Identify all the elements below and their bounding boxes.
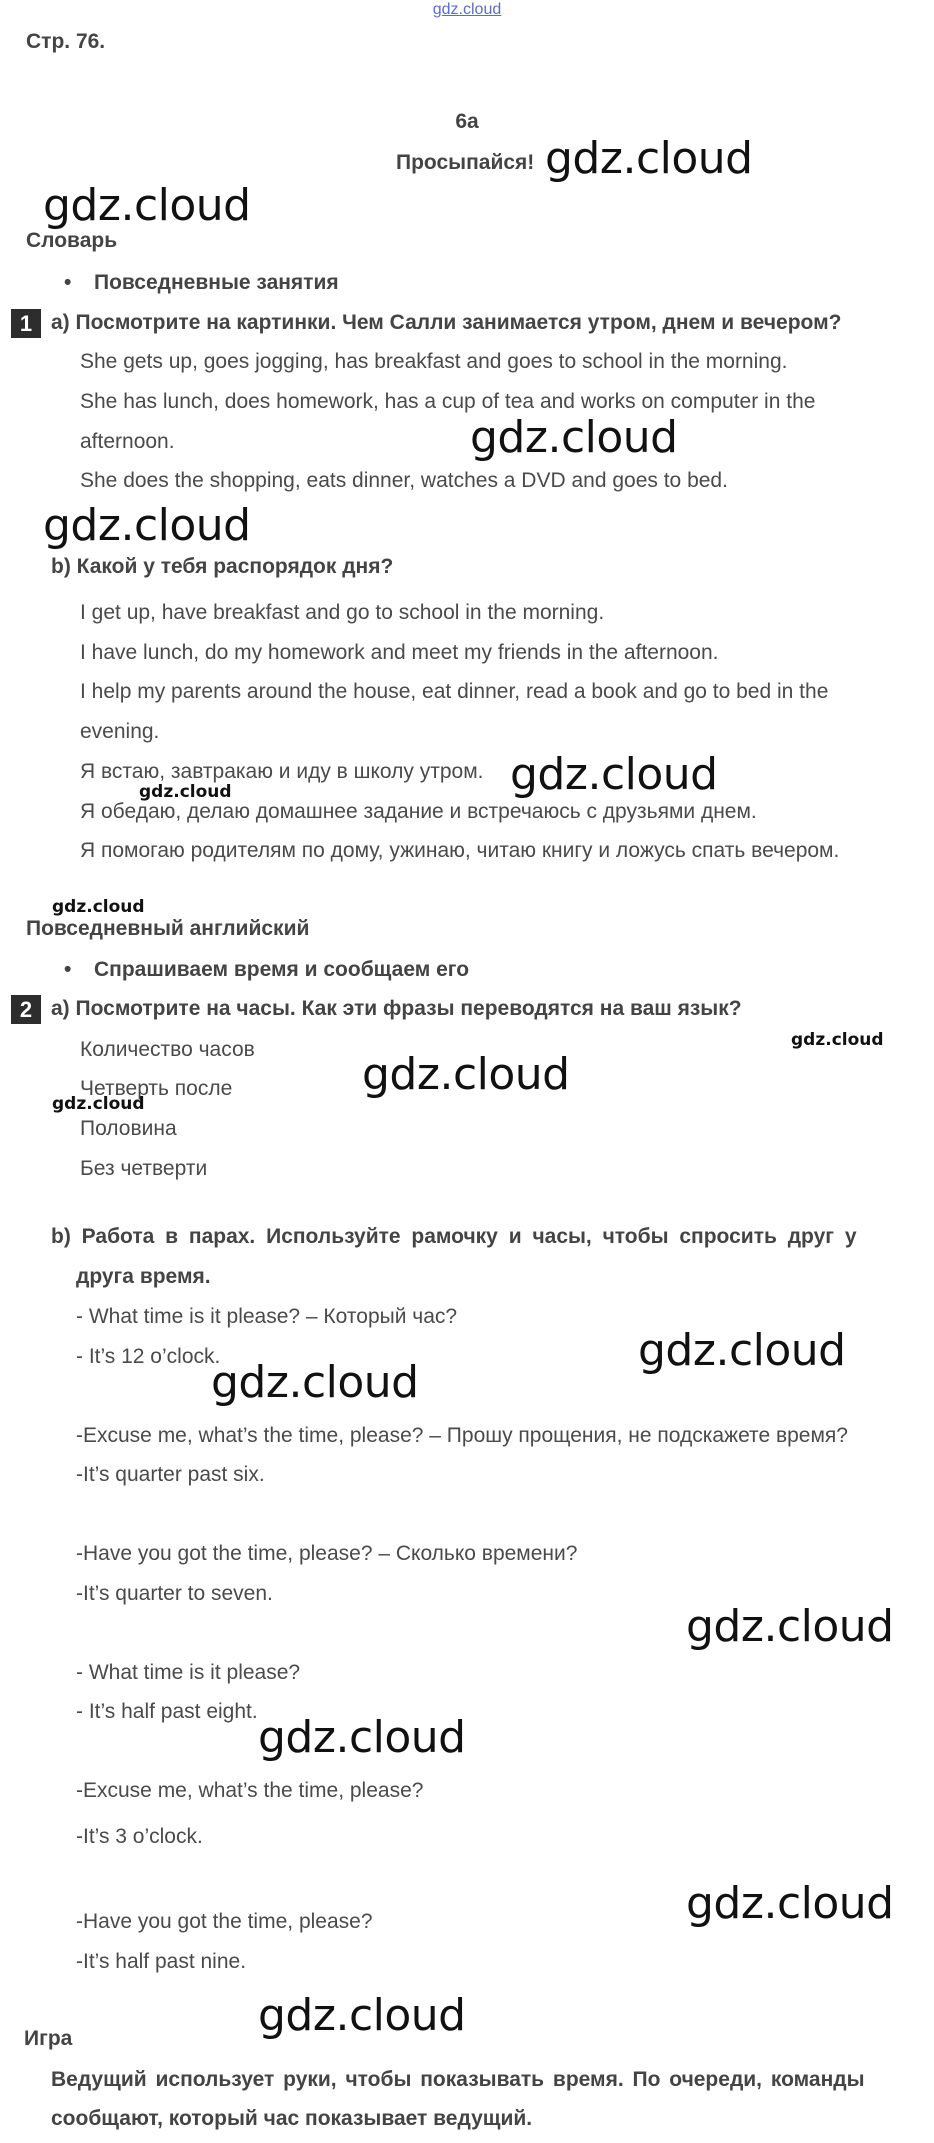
task1-a-answer-line: She has lunch, does homework, has a cup of tea and works on computer in the bbox=[80, 390, 816, 413]
unit-label: 6a bbox=[455, 110, 479, 133]
bullet-text: Повседневные занятия bbox=[94, 271, 339, 294]
game-text-cont: сообщают, который час показывает ведущий. bbox=[51, 2107, 533, 2130]
section-heading-everyday-english: Повседневный английский bbox=[26, 917, 310, 940]
watermark: gdz.cloud bbox=[52, 897, 145, 917]
watermark: gdz.cloud bbox=[362, 1049, 570, 1100]
task2-a-answer-line: Четверть после bbox=[80, 1077, 233, 1100]
dialogue-line: - It’s 12 o’clock. bbox=[76, 1345, 221, 1368]
task2-a-question: a) Посмотрите на часы. Как эти фразы переводятся на ваш язык? bbox=[51, 997, 742, 1020]
watermark: gdz.cloud bbox=[43, 180, 251, 231]
bullet-icon: • bbox=[64, 271, 72, 294]
dialogue-line: -It’s quarter past six. bbox=[76, 1463, 265, 1486]
task-number-1: 1 bbox=[11, 309, 41, 338]
task2-a-answer-line: Без четверти bbox=[80, 1157, 208, 1180]
dialogue-line: -Excuse me, what’s the time, please? – Прошу прощения, не подскажете время? bbox=[76, 1424, 848, 1447]
watermark: gdz.cloud bbox=[52, 1094, 145, 1114]
dialogue-line: - What time is it please? bbox=[76, 1661, 301, 1684]
task2-b-question: b) Работа в парах. Используйте рамочку и часы, чтобы спросить друг у bbox=[51, 1225, 857, 1248]
watermark: gdz.cloud bbox=[258, 1712, 466, 1763]
bullet-telling-time bbox=[64, 958, 469, 982]
section-heading-vocabulary: Словарь bbox=[26, 229, 118, 252]
dialogue-line: - It’s half past eight. bbox=[76, 1700, 258, 1723]
task1-b-question: b) Какой у тебя распорядок дня? bbox=[51, 555, 394, 578]
watermark: gdz.cloud bbox=[686, 1601, 894, 1652]
dialogue-line: -It’s half past nine. bbox=[76, 1950, 247, 1973]
task2-b-question-cont: друга время. bbox=[76, 1265, 211, 1288]
page-reference: Стр. 76. bbox=[26, 30, 106, 53]
watermark: gdz.cloud bbox=[686, 1878, 894, 1929]
task1-b-answer-line: Я обедаю, делаю домашнее задание и встречаюсь с друзьями днем. bbox=[80, 800, 757, 823]
section-heading-game: Игра bbox=[24, 2027, 73, 2050]
watermark: gdz.cloud bbox=[211, 1357, 419, 1408]
task1-b-answer-line: evening. bbox=[80, 720, 160, 743]
watermark: gdz.cloud bbox=[470, 412, 678, 463]
dialogue-line: -Excuse me, what’s the time, please? bbox=[76, 1779, 424, 1802]
bullet-daily-activities bbox=[64, 271, 339, 295]
task1-b-answer-line: I help my parents around the house, eat dinner, read a book and go to bed in the bbox=[80, 680, 829, 703]
watermark: gdz.cloud bbox=[545, 133, 753, 184]
task1-b-answer-line: I have lunch, do my homework and meet my friends in the afternoon. bbox=[80, 641, 719, 664]
task1-a-answer-line: She gets up, goes jogging, has breakfast and goes to school in the morning. bbox=[80, 350, 788, 373]
task1-b-answer-line: Я встаю, завтракаю и иду в школу утром. bbox=[80, 760, 484, 783]
task1-b-answer-line: Я помогаю родителям по дому, ужинаю, читаю книгу и ложусь спать вечером. bbox=[80, 839, 840, 862]
task1-b-answer-line: I get up, have breakfast and go to school in the morning. bbox=[80, 601, 605, 624]
task1-a-answer-line: She does the shopping, eats dinner, watches a DVD and goes to bed. bbox=[80, 469, 728, 492]
page-title: Просыпайся! bbox=[396, 151, 535, 174]
task-number-2: 2 bbox=[11, 995, 41, 1024]
watermark: gdz.cloud bbox=[139, 782, 232, 802]
dialogue-line: -It’s 3 o’clock. bbox=[76, 1825, 203, 1848]
bullet-text: Спрашиваем время и сообщаем его bbox=[94, 958, 470, 981]
bullet-icon: • bbox=[64, 958, 72, 981]
site-link[interactable]: gdz.cloud bbox=[432, 1, 502, 18]
task2-a-answer-line: Количество часов bbox=[80, 1038, 255, 1061]
dialogue-line: - What time is it please? – Который час? bbox=[76, 1305, 458, 1328]
dialogue-line: -Have you got the time, please? bbox=[76, 1910, 373, 1933]
watermark: gdz.cloud bbox=[791, 1030, 884, 1050]
watermark: gdz.cloud bbox=[258, 1990, 466, 2041]
task1-a-answer-line: afternoon. bbox=[80, 430, 175, 453]
game-text: Ведущий использует руки, чтобы показывать время. По очереди, команды bbox=[51, 2068, 865, 2091]
task2-a-answer-line: Половина bbox=[80, 1117, 177, 1140]
watermark: gdz.cloud bbox=[510, 749, 718, 800]
watermark: gdz.cloud bbox=[638, 1325, 846, 1376]
task1-a-question: a) Посмотрите на картинки. Чем Салли занимается утром, днем и вечером? bbox=[51, 311, 842, 334]
dialogue-line: -Have you got the time, please? – Сколько времени? bbox=[76, 1542, 578, 1565]
dialogue-line: -It’s quarter to seven. bbox=[76, 1582, 273, 1605]
watermark: gdz.cloud bbox=[43, 500, 251, 551]
